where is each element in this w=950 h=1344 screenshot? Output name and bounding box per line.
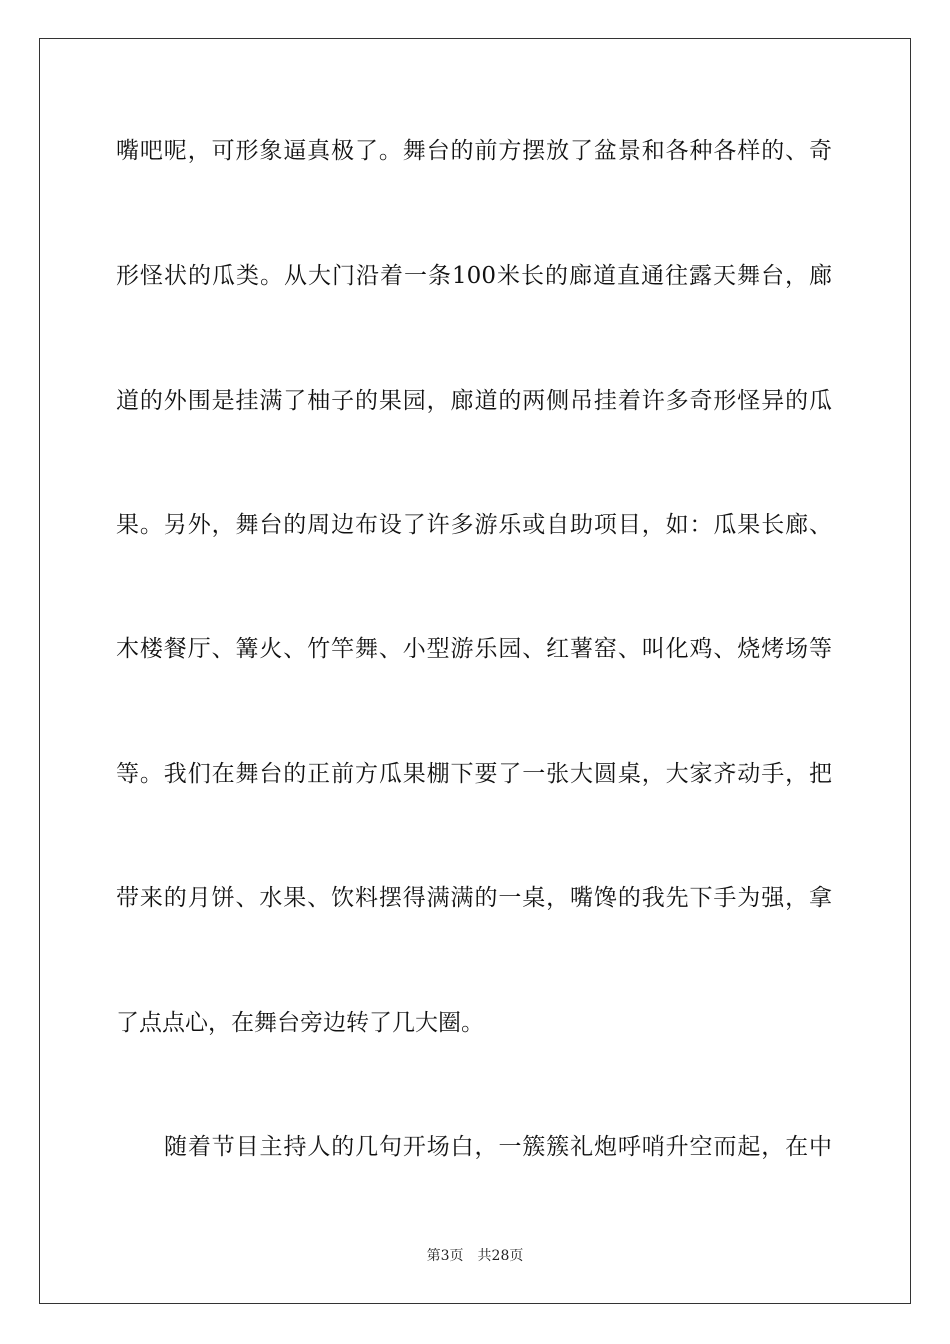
page-number: 第3页 [426,1248,464,1264]
paragraph-line-1: 嘴吧呢，可形象逼真极了。舞台的前方摆放了盆景和各种各样的、奇 [116,138,832,164]
paragraph-line-4: 果。另外，舞台的周边布设了许多游乐或自助项目，如：瓜果长廊、 [116,512,832,538]
paragraph-line-6: 等。我们在舞台的正前方瓜果棚下要了一张大圆桌，大家齐动手，把 [116,761,832,787]
paragraph-line-9: 随着节目主持人的几句开场白，一簇簇礼炮呼哨升空而起，在中 [164,1134,832,1160]
paragraph-line-7: 带来的月饼、水果、饮料摆得满满的一桌，嘴馋的我先下手为强，拿 [116,885,832,911]
paragraph-line-3: 道的外围是挂满了柚子的果园，廊道的两侧吊挂着许多奇形怪异的瓜 [116,388,832,414]
page-total: 共28页 [477,1248,524,1264]
paragraph-line-8: 了点点心，在舞台旁边转了几大圈。 [116,1010,484,1036]
paragraph-line-5: 木楼餐厅、篝火、竹竿舞、小型游乐园、红薯窑、叫化鸡、烧烤场等 [116,636,832,662]
paragraph-line-2: 形怪状的瓜类。从大门沿着一条100米长的廊道直通往露天舞台，廊 [116,263,832,289]
page-border [39,38,911,1304]
page-footer [0,1247,950,1265]
